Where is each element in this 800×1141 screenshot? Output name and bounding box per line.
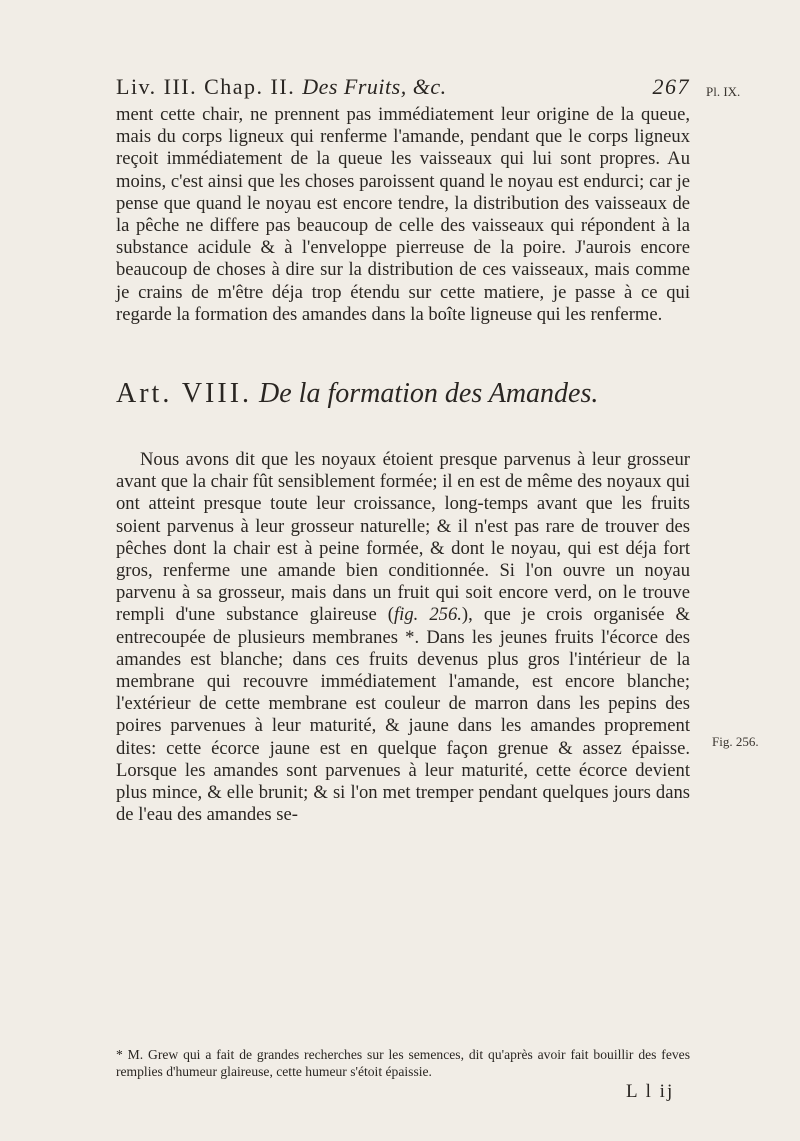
article-heading [116, 378, 690, 410]
paragraph-2-part-2: ), que je crois organisée & entrecoupée de plusieurs membranes *. Dans les jeunes fruits l'écorce des amandes est blanche; dans ces fruits devenus plus gros l'intérieur de la membrane qui recouvre immédiatement l'amande, est encore blanche; l'extérieur de cette membrane est couleur de marron dans les pepins des poires parvenues à leur maturité, & jaune dans les amandes proprement dites: cette écorce jaune est en quelque façon grenue & assez épaisse. Lorsque les amandes sont parvenues à leur maturité, cette écorce devient plus mince, & elle brunit; & si l'on met tremper pendant quelques jours dans de l'eau des amandes se- [116, 604, 691, 826]
paragraph-1: ment cette chair, ne prennent pas immédiatement leur origine de la queue, mais du corps ligneux qui renferme l'amande, pendant que le corps ligneux reçoit immédiatement de la queue les vaisseaux qui lui sont propres. Au moins, c'est ainsi que les choses paroissent quand le noyau est endurci; car je pense que quand le noyau est encore tendre, la distribution des vaisseaux de la pêche ne differe pas beaucoup de celle des vaisseaux qui répondent à la substance acidule & à l'enveloppe pierreuse de la poire. J'aurois encore beaucoup de choses à dire sur la distribution de ces vaisseaux, mais comme je crains de m'être déja trop étendu sur cette matiere, je passe à ce qui regarde la formation des amandes dans la boîte ligneuse qui les renferme. [116, 104, 690, 325]
margin-note-figure: Fig. 256. [712, 734, 759, 749]
paragraph-2 [116, 449, 690, 826]
page-number: 267 [652, 74, 690, 99]
running-head-title: Des Fruits, &c. [302, 74, 447, 99]
article-label: Art. VIII. [116, 378, 253, 409]
running-head [116, 74, 690, 100]
signature-mark: L l ij [626, 1081, 675, 1102]
margin-note-plate: Pl. IX. [706, 84, 741, 99]
footnote: * M. Grew qui a fait de grandes recherches sur les semences, dit qu'après avoir fait bouillir des feves remplies d'humeur glaireuse, cette humeur s'étoit épaissie. [116, 1047, 690, 1079]
running-head-chapter: Liv. III. Chap. II. [116, 74, 296, 99]
article-title: De la formation des Amandes. [259, 378, 599, 409]
figure-reference: fig. 256. [394, 604, 462, 626]
paragraph-2-part-1: Nous avons dit que les noyaux étoient presque parvenus à leur grosseur avant que la chair fût sensiblement formée; il en est de même des noyaux qui ont atteint presque toute leur croissance, long-temps avant que les fruits soient parvenus à leur grosseur naturelle; & il n'est pas rare de trouver des pêches dont la chair est à peine formée, & dont le noyau, qui est déja fort gros, renferme une amande bien conditionnée. Si l'on ouvre un noyau parvenu à sa grosseur, mais dans un fruit qui soit encore verd, on le trouve rempli d'une substance glaireuse ( [116, 449, 690, 626]
